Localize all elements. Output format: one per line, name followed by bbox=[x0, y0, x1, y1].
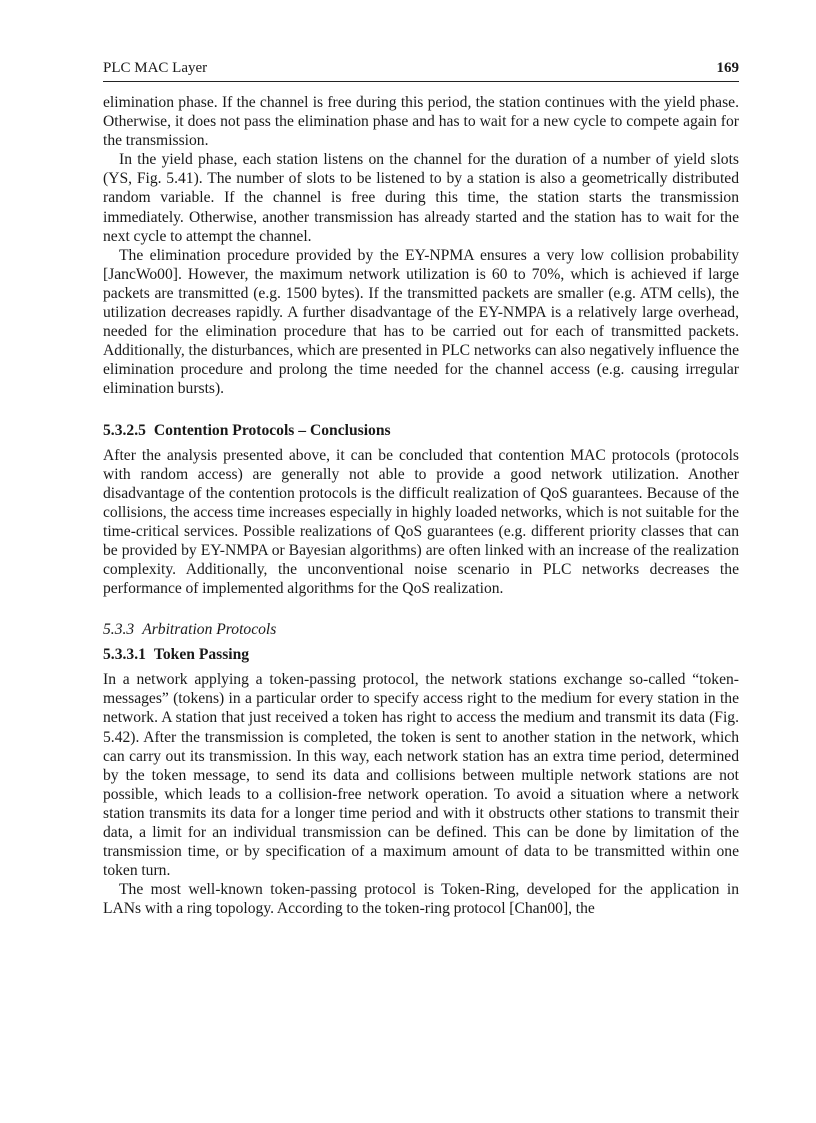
heading-number: 5.3.2.5 bbox=[103, 421, 146, 439]
paragraph-conclusions: After the analysis presented above, it can be concluded that contention MAC protocols (protocols with random access) are generally not able to provide a good network utilization. Another disadvantage of the contention protocols is the difficult realization of QoS guarantees. Because of the collisions, the access time increases especially in highly loaded networks, which is not suitable for the time-critical services. Possible realizations of QoS guarantees (e.g. different priority classes that can be provided by EY-NMPA or Bayesian algorithms) are often linked with an increase of the realization complexity. Additionally, the unconventional noise scenario in PLC networks decreases the performance of implemented algorithms for the QoS realization. bbox=[103, 446, 739, 598]
heading-title: Arbitration Protocols bbox=[142, 621, 277, 639]
book-page bbox=[103, 58, 739, 918]
page-number: 169 bbox=[716, 60, 739, 76]
running-title: PLC MAC Layer bbox=[103, 60, 208, 76]
heading-title: Token Passing bbox=[153, 646, 250, 664]
heading-number: 5.3.3 bbox=[103, 621, 135, 639]
running-header bbox=[103, 58, 739, 82]
paragraph-token-passing: In a network applying a token-passing protocol, the network stations exchange so-called “token-messages” (tokens) in a particular order to specify access right to the medium for every station in the network. A station that just received a token has right to access the medium and transmit its data (Fig. 5.42). After the transmission is completed, the token is sent to another station in the network, which can carry out its transmission. In this way, each network station has an extra time period, determined by the token message, to send its data and collisions between multiple network stations are not possible, which leads to a collision-free network operation. To avoid a situation where a network station transmits its data for a longer time period and with it obstructs other stations to transmit their data, a limit for an individual transmission can be defined. This can be done by limitation of the transmission time, or by specification of a maximum amount of data to be transmitted within one token turn. bbox=[103, 671, 739, 880]
paragraph-yield-phase: In the yield phase, each station listens on the channel for the duration of a number of yield slots (YS, Fig. 5.41). The number of slots to be listened to by a station is also a geometrically distributed random variable. If the channel is free during this time, the station starts the transmission immediately. Otherwise, another transmission has already started and the station has to wait for the next cycle to attempt the channel. bbox=[103, 151, 739, 245]
paragraph-token-ring: The most well-known token-passing protocol is Token-Ring, developed for the application in LANs with a ring topology. According to the token-ring protocol [Chan00], the bbox=[103, 881, 739, 918]
paragraph-continuation: elimination phase. If the channel is free during this period, the station continues with the yield phase. Otherwise, it does not pass the elimination phase and has to wait for a new cycle to compete again for the transmission. bbox=[103, 94, 739, 150]
page-body bbox=[103, 93, 739, 918]
heading-5-3-2-5 bbox=[103, 421, 739, 440]
heading-5-3-3-1 bbox=[103, 645, 739, 664]
heading-title: Contention Protocols – Conclusions bbox=[153, 421, 391, 439]
heading-number: 5.3.3.1 bbox=[103, 646, 146, 664]
heading-5-3-3 bbox=[103, 620, 739, 639]
paragraph-elimination-procedure: The elimination procedure provided by the EY-NPMA ensures a very low collision probability [JancWo00]. However, the maximum network utilization is 60 to 70%, which is achieved if large packets are transmitted (e.g. 1500 bytes). If the transmitted packets are smaller (e.g. ATM cells), the utilization decreases rapidly. A further disadvantage of the EY-NMPA is a relatively large overhead, needed for the elimination procedure that has to be carried out for each of transmitted packets. Additionally, the disturbances, which are presented in PLC networks can also negatively influence the elimination procedure and prolong the time needed for the channel access (e.g. causing irregular elimination bursts). bbox=[103, 246, 739, 398]
